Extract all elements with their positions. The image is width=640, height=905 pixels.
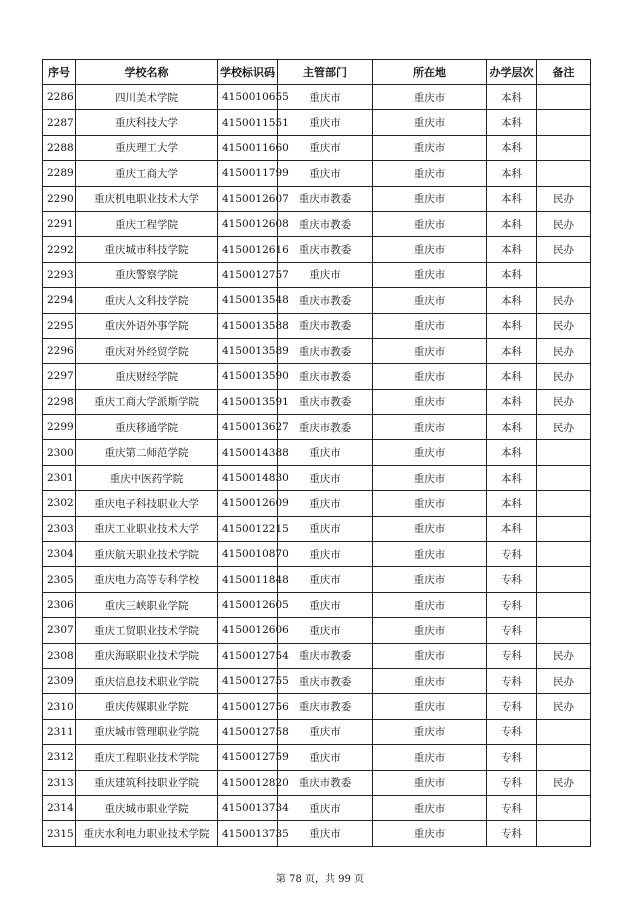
row-index-cell: 2303 bbox=[43, 516, 76, 541]
department-cell: 重庆市教委 bbox=[278, 288, 373, 313]
department-cell: 重庆市教委 bbox=[278, 338, 373, 363]
school-name-cell: 重庆城市科技学院 bbox=[76, 237, 218, 262]
department-cell: 重庆市 bbox=[278, 440, 373, 465]
school-code-cell: 4150013588 bbox=[218, 313, 278, 338]
school-name-cell: 重庆海联职业技术学院 bbox=[76, 643, 218, 668]
school-code-cell: 4150012756 bbox=[218, 694, 278, 719]
table-row bbox=[43, 719, 591, 744]
level-cell: 本科 bbox=[487, 186, 537, 211]
table-row bbox=[43, 643, 591, 668]
department-cell: 重庆市 bbox=[278, 592, 373, 617]
header-index: 序号 bbox=[43, 60, 76, 85]
school-code-cell: 4150013627 bbox=[218, 415, 278, 440]
remark-cell: 民办 bbox=[537, 237, 591, 262]
school-name-cell: 重庆科技大学 bbox=[76, 110, 218, 135]
table-row bbox=[43, 313, 591, 338]
row-index-cell: 2312 bbox=[43, 745, 76, 770]
school-name-cell: 重庆警察学院 bbox=[76, 262, 218, 287]
remark-cell bbox=[537, 161, 591, 186]
row-index-cell: 2310 bbox=[43, 694, 76, 719]
remark-cell bbox=[537, 135, 591, 160]
header-level: 办学层次 bbox=[487, 60, 537, 85]
school-list-sheet bbox=[42, 59, 590, 847]
table-row bbox=[43, 389, 591, 414]
school-code-cell: 4150012758 bbox=[218, 719, 278, 744]
table-row bbox=[43, 516, 591, 541]
level-cell: 专科 bbox=[487, 770, 537, 795]
remark-cell: 民办 bbox=[537, 186, 591, 211]
table-row bbox=[43, 668, 591, 693]
department-cell: 重庆市教委 bbox=[278, 389, 373, 414]
row-index-cell: 2309 bbox=[43, 668, 76, 693]
level-cell: 本科 bbox=[487, 491, 537, 516]
department-cell: 重庆市 bbox=[278, 491, 373, 516]
location-cell: 重庆市 bbox=[373, 465, 487, 490]
header-school-name: 学校名称 bbox=[76, 60, 218, 85]
row-index-cell: 2287 bbox=[43, 110, 76, 135]
table-row bbox=[43, 770, 591, 795]
department-cell: 重庆市 bbox=[278, 821, 373, 846]
level-cell: 本科 bbox=[487, 110, 537, 135]
remark-cell bbox=[537, 110, 591, 135]
school-name-cell: 重庆移通学院 bbox=[76, 415, 218, 440]
department-cell: 重庆市教委 bbox=[278, 770, 373, 795]
department-cell: 重庆市 bbox=[278, 542, 373, 567]
department-cell: 重庆市 bbox=[278, 161, 373, 186]
remark-cell: 民办 bbox=[537, 211, 591, 236]
remark-cell bbox=[537, 516, 591, 541]
location-cell: 重庆市 bbox=[373, 440, 487, 465]
location-cell: 重庆市 bbox=[373, 364, 487, 389]
location-cell: 重庆市 bbox=[373, 161, 487, 186]
remark-cell: 民办 bbox=[537, 338, 591, 363]
school-name-cell: 重庆外语外事学院 bbox=[76, 313, 218, 338]
level-cell: 本科 bbox=[487, 338, 537, 363]
remark-cell: 民办 bbox=[537, 288, 591, 313]
school-code-cell: 4150012616 bbox=[218, 237, 278, 262]
location-cell: 重庆市 bbox=[373, 338, 487, 363]
location-cell: 重庆市 bbox=[373, 770, 487, 795]
school-name-cell: 重庆城市职业学院 bbox=[76, 795, 218, 820]
row-index-cell: 2291 bbox=[43, 211, 76, 236]
school-table bbox=[42, 59, 591, 847]
table-row bbox=[43, 237, 591, 262]
school-name-cell: 重庆工程职业技术学院 bbox=[76, 745, 218, 770]
row-index-cell: 2286 bbox=[43, 85, 76, 110]
location-cell: 重庆市 bbox=[373, 85, 487, 110]
level-cell: 本科 bbox=[487, 415, 537, 440]
school-code-cell: 4150013591 bbox=[218, 389, 278, 414]
header-remark: 备注 bbox=[537, 60, 591, 85]
school-name-cell: 重庆工商大学 bbox=[76, 161, 218, 186]
remark-cell bbox=[537, 745, 591, 770]
school-code-cell: 4150012605 bbox=[218, 592, 278, 617]
level-cell: 专科 bbox=[487, 542, 537, 567]
row-index-cell: 2308 bbox=[43, 643, 76, 668]
row-index-cell: 2289 bbox=[43, 161, 76, 186]
level-cell: 本科 bbox=[487, 389, 537, 414]
level-cell: 本科 bbox=[487, 313, 537, 338]
school-name-cell: 重庆电子科技职业大学 bbox=[76, 491, 218, 516]
department-cell: 重庆市 bbox=[278, 618, 373, 643]
level-cell: 本科 bbox=[487, 262, 537, 287]
table-row bbox=[43, 745, 591, 770]
remark-cell bbox=[537, 440, 591, 465]
location-cell: 重庆市 bbox=[373, 262, 487, 287]
row-index-cell: 2296 bbox=[43, 338, 76, 363]
row-index-cell: 2294 bbox=[43, 288, 76, 313]
page-footer: 第 78 页，共 99 页 bbox=[275, 874, 365, 885]
table-row bbox=[43, 415, 591, 440]
level-cell: 专科 bbox=[487, 719, 537, 744]
level-cell: 本科 bbox=[487, 288, 537, 313]
level-cell: 本科 bbox=[487, 516, 537, 541]
location-cell: 重庆市 bbox=[373, 668, 487, 693]
row-index-cell: 2314 bbox=[43, 795, 76, 820]
school-name-cell: 重庆城市管理职业学院 bbox=[76, 719, 218, 744]
level-cell: 本科 bbox=[487, 161, 537, 186]
table-row bbox=[43, 135, 591, 160]
level-cell: 专科 bbox=[487, 618, 537, 643]
school-code-cell: 4150013548 bbox=[218, 288, 278, 313]
row-index-cell: 2307 bbox=[43, 618, 76, 643]
school-code-cell: 4150012755 bbox=[218, 668, 278, 693]
table-body bbox=[43, 85, 591, 847]
table-row bbox=[43, 821, 591, 846]
school-name-cell: 重庆工业职业技术大学 bbox=[76, 516, 218, 541]
school-name-cell: 重庆工商大学派斯学院 bbox=[76, 389, 218, 414]
location-cell: 重庆市 bbox=[373, 643, 487, 668]
school-name-cell: 重庆工程学院 bbox=[76, 211, 218, 236]
school-name-cell: 重庆传媒职业学院 bbox=[76, 694, 218, 719]
row-index-cell: 2304 bbox=[43, 542, 76, 567]
school-code-cell: 4150011848 bbox=[218, 567, 278, 592]
school-name-cell: 重庆理工大学 bbox=[76, 135, 218, 160]
table-row bbox=[43, 262, 591, 287]
location-cell: 重庆市 bbox=[373, 288, 487, 313]
row-index-cell: 2311 bbox=[43, 719, 76, 744]
row-index-cell: 2293 bbox=[43, 262, 76, 287]
row-index-cell: 2315 bbox=[43, 821, 76, 846]
school-code-cell: 4150012606 bbox=[218, 618, 278, 643]
department-cell: 重庆市教委 bbox=[278, 313, 373, 338]
table-row bbox=[43, 694, 591, 719]
department-cell: 重庆市 bbox=[278, 110, 373, 135]
level-cell: 本科 bbox=[487, 465, 537, 490]
department-cell: 重庆市 bbox=[278, 465, 373, 490]
department-cell: 重庆市 bbox=[278, 719, 373, 744]
row-index-cell: 2305 bbox=[43, 567, 76, 592]
row-index-cell: 2288 bbox=[43, 135, 76, 160]
school-code-cell: 4150013735 bbox=[218, 821, 278, 846]
school-code-cell: 4150010870 bbox=[218, 542, 278, 567]
level-cell: 本科 bbox=[487, 237, 537, 262]
school-name-cell: 重庆三峡职业学院 bbox=[76, 592, 218, 617]
level-cell: 专科 bbox=[487, 795, 537, 820]
remark-cell: 民办 bbox=[537, 364, 591, 389]
school-name-cell: 重庆人文科技学院 bbox=[76, 288, 218, 313]
department-cell: 重庆市 bbox=[278, 85, 373, 110]
table-row bbox=[43, 211, 591, 236]
level-cell: 专科 bbox=[487, 643, 537, 668]
table-row bbox=[43, 795, 591, 820]
department-cell: 重庆市教委 bbox=[278, 694, 373, 719]
school-code-cell: 4150014830 bbox=[218, 465, 278, 490]
row-index-cell: 2301 bbox=[43, 465, 76, 490]
table-row bbox=[43, 567, 591, 592]
level-cell: 本科 bbox=[487, 440, 537, 465]
remark-cell bbox=[537, 592, 591, 617]
table-row bbox=[43, 288, 591, 313]
school-name-cell: 重庆对外经贸学院 bbox=[76, 338, 218, 363]
school-name-cell: 重庆建筑科技职业学院 bbox=[76, 770, 218, 795]
level-cell: 本科 bbox=[487, 211, 537, 236]
school-code-cell: 4150011660 bbox=[218, 135, 278, 160]
table-row bbox=[43, 338, 591, 363]
table-row bbox=[43, 85, 591, 110]
row-index-cell: 2302 bbox=[43, 491, 76, 516]
location-cell: 重庆市 bbox=[373, 491, 487, 516]
level-cell: 专科 bbox=[487, 567, 537, 592]
department-cell: 重庆市 bbox=[278, 745, 373, 770]
remark-cell bbox=[537, 465, 591, 490]
row-index-cell: 2298 bbox=[43, 389, 76, 414]
school-code-cell: 4150013590 bbox=[218, 364, 278, 389]
table-row bbox=[43, 592, 591, 617]
school-name-cell: 重庆机电职业技术大学 bbox=[76, 186, 218, 211]
remark-cell bbox=[537, 262, 591, 287]
school-name-cell: 重庆电力高等专科学校 bbox=[76, 567, 218, 592]
remark-cell: 民办 bbox=[537, 389, 591, 414]
location-cell: 重庆市 bbox=[373, 567, 487, 592]
department-cell: 重庆市教委 bbox=[278, 186, 373, 211]
location-cell: 重庆市 bbox=[373, 135, 487, 160]
table-row bbox=[43, 465, 591, 490]
department-cell: 重庆市 bbox=[278, 262, 373, 287]
header-school-code: 学校标识码 bbox=[218, 60, 278, 85]
school-code-cell: 4150012754 bbox=[218, 643, 278, 668]
table-row bbox=[43, 364, 591, 389]
header-department: 主管部门 bbox=[278, 60, 373, 85]
school-code-cell: 4150012607 bbox=[218, 186, 278, 211]
table-row bbox=[43, 542, 591, 567]
department-cell: 重庆市教委 bbox=[278, 668, 373, 693]
school-name-cell: 重庆航天职业技术学院 bbox=[76, 542, 218, 567]
level-cell: 本科 bbox=[487, 135, 537, 160]
table-row bbox=[43, 440, 591, 465]
row-index-cell: 2292 bbox=[43, 237, 76, 262]
remark-cell bbox=[537, 491, 591, 516]
row-index-cell: 2297 bbox=[43, 364, 76, 389]
table-row bbox=[43, 618, 591, 643]
location-cell: 重庆市 bbox=[373, 516, 487, 541]
level-cell: 专科 bbox=[487, 745, 537, 770]
level-cell: 专科 bbox=[487, 694, 537, 719]
location-cell: 重庆市 bbox=[373, 313, 487, 338]
school-name-cell: 重庆第二师范学院 bbox=[76, 440, 218, 465]
remark-cell bbox=[537, 821, 591, 846]
level-cell: 专科 bbox=[487, 592, 537, 617]
table-row bbox=[43, 110, 591, 135]
department-cell: 重庆市教委 bbox=[278, 211, 373, 236]
remark-cell: 民办 bbox=[537, 313, 591, 338]
level-cell: 专科 bbox=[487, 821, 537, 846]
department-cell: 重庆市教委 bbox=[278, 415, 373, 440]
remark-cell bbox=[537, 795, 591, 820]
school-code-cell: 4150010655 bbox=[218, 85, 278, 110]
table-row bbox=[43, 161, 591, 186]
row-index-cell: 2313 bbox=[43, 770, 76, 795]
school-code-cell: 4150012215 bbox=[218, 516, 278, 541]
location-cell: 重庆市 bbox=[373, 719, 487, 744]
department-cell: 重庆市教委 bbox=[278, 643, 373, 668]
school-code-cell: 4150012759 bbox=[218, 745, 278, 770]
school-name-cell: 重庆中医药学院 bbox=[76, 465, 218, 490]
remark-cell bbox=[537, 618, 591, 643]
department-cell: 重庆市 bbox=[278, 567, 373, 592]
remark-cell: 民办 bbox=[537, 694, 591, 719]
table-row bbox=[43, 491, 591, 516]
row-index-cell: 2299 bbox=[43, 415, 76, 440]
school-name-cell: 重庆信息技术职业学院 bbox=[76, 668, 218, 693]
location-cell: 重庆市 bbox=[373, 745, 487, 770]
level-cell: 专科 bbox=[487, 668, 537, 693]
remark-cell: 民办 bbox=[537, 415, 591, 440]
school-code-cell: 4150011551 bbox=[218, 110, 278, 135]
department-cell: 重庆市教委 bbox=[278, 364, 373, 389]
school-name-cell: 重庆财经学院 bbox=[76, 364, 218, 389]
remark-cell bbox=[537, 719, 591, 744]
department-cell: 重庆市教委 bbox=[278, 237, 373, 262]
location-cell: 重庆市 bbox=[373, 186, 487, 211]
location-cell: 重庆市 bbox=[373, 694, 487, 719]
school-name-cell: 重庆工贸职业技术学院 bbox=[76, 618, 218, 643]
remark-cell: 民办 bbox=[537, 668, 591, 693]
school-name-cell: 重庆水利电力职业技术学院 bbox=[76, 821, 218, 846]
school-code-cell: 4150012757 bbox=[218, 262, 278, 287]
location-cell: 重庆市 bbox=[373, 618, 487, 643]
school-code-cell: 4150013589 bbox=[218, 338, 278, 363]
remark-cell: 民办 bbox=[537, 643, 591, 668]
table-header-row bbox=[43, 60, 591, 85]
school-code-cell: 4150012609 bbox=[218, 491, 278, 516]
school-code-cell: 4150011799 bbox=[218, 161, 278, 186]
location-cell: 重庆市 bbox=[373, 592, 487, 617]
table-row bbox=[43, 186, 591, 211]
location-cell: 重庆市 bbox=[373, 110, 487, 135]
row-index-cell: 2306 bbox=[43, 592, 76, 617]
row-index-cell: 2300 bbox=[43, 440, 76, 465]
school-code-cell: 4150014388 bbox=[218, 440, 278, 465]
row-index-cell: 2290 bbox=[43, 186, 76, 211]
remark-cell: 民办 bbox=[537, 770, 591, 795]
remark-cell bbox=[537, 567, 591, 592]
school-code-cell: 4150012820 bbox=[218, 770, 278, 795]
location-cell: 重庆市 bbox=[373, 211, 487, 236]
location-cell: 重庆市 bbox=[373, 542, 487, 567]
remark-cell bbox=[537, 542, 591, 567]
location-cell: 重庆市 bbox=[373, 821, 487, 846]
location-cell: 重庆市 bbox=[373, 415, 487, 440]
location-cell: 重庆市 bbox=[373, 237, 487, 262]
location-cell: 重庆市 bbox=[373, 795, 487, 820]
row-index-cell: 2295 bbox=[43, 313, 76, 338]
department-cell: 重庆市 bbox=[278, 516, 373, 541]
level-cell: 本科 bbox=[487, 85, 537, 110]
school-code-cell: 4150013734 bbox=[218, 795, 278, 820]
department-cell: 重庆市 bbox=[278, 795, 373, 820]
level-cell: 本科 bbox=[487, 364, 537, 389]
location-cell: 重庆市 bbox=[373, 389, 487, 414]
school-name-cell: 四川美术学院 bbox=[76, 85, 218, 110]
school-code-cell: 4150012608 bbox=[218, 211, 278, 236]
department-cell: 重庆市 bbox=[278, 135, 373, 160]
header-location: 所在地 bbox=[373, 60, 487, 85]
remark-cell bbox=[537, 85, 591, 110]
